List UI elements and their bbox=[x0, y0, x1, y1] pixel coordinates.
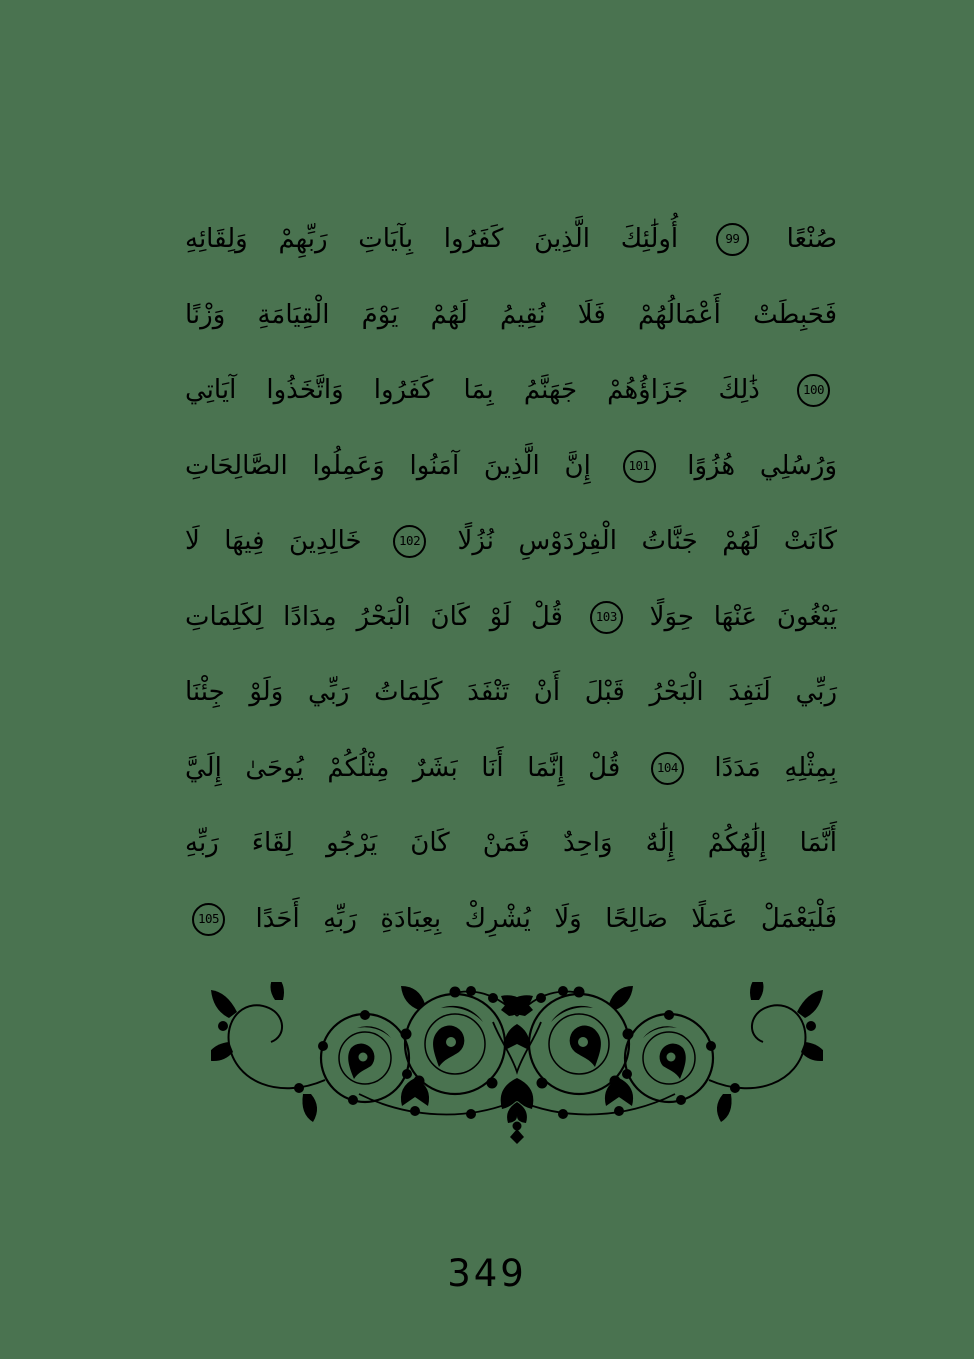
ayah-text: بِمِثْلِهِ مَدَدًا bbox=[714, 752, 837, 783]
quran-line bbox=[185, 580, 837, 656]
ayah-text: إِنَّ الَّذِينَ آمَنُوا وَعَمِلُوا الصَّالِحَاتِ bbox=[185, 450, 591, 481]
ayah-text: قُلْ إِنَّمَا أَنَا بَشَرٌ مِثْلُكُمْ يُوحَىٰ إِلَيَّ bbox=[185, 752, 621, 783]
ayah-text: قُلْ لَوْ كَانَ الْبَحْرُ مِدَادًا لِكَلِمَاتِ bbox=[185, 601, 563, 632]
verse-number-marker: 103 bbox=[590, 601, 623, 634]
ayah-text: ذَٰلِكَ جَزَاؤُهُمْ جَهَنَّمُ بِمَا كَفَرُوا وَاتَّخَذُوا آيَاتِي bbox=[185, 375, 760, 405]
ayah-text: فَلْيَعْمَلْ عَمَلًا صَالِحًا وَلَا يُشْرِكْ بِعِبَادَةِ رَبِّهِ أَحَدًا bbox=[255, 903, 838, 934]
ayah-text: يَبْغُونَ عَنْهَا حِوَلًا bbox=[649, 601, 838, 632]
quran-line bbox=[185, 353, 837, 429]
verse-number-marker: 100 bbox=[797, 374, 830, 407]
quran-line bbox=[185, 731, 837, 807]
ayah-text: رَبِّي لَنَفِدَ الْبَحْرُ قَبْلَ أَنْ تَنْفَدَ كَلِمَاتُ رَبِّي وَلَوْ جِئْنَا bbox=[185, 677, 837, 707]
ayah-text: وَرُسُلِي هُزُوًا bbox=[687, 450, 838, 481]
verse-number-marker: 104 bbox=[651, 752, 684, 785]
verse-number-marker: 99 bbox=[716, 223, 749, 256]
quran-line bbox=[185, 429, 837, 505]
quran-line bbox=[185, 504, 837, 580]
ayah-text: فَحَبِطَتْ أَعْمَالُهُمْ فَلَا نُقِيمُ لَهُمْ يَوْمَ الْقِيَامَةِ وَزْنًا bbox=[185, 299, 837, 330]
ayah-text: خَالِدِينَ فِيهَا لَا bbox=[185, 526, 362, 556]
ayah-text: كَانَتْ لَهُمْ جَنَّاتُ الْفِرْدَوْسِ نُزُلًا bbox=[457, 526, 837, 556]
page-number: 349 bbox=[447, 1252, 527, 1295]
verse-number-marker: 105 bbox=[192, 903, 225, 936]
quran-line bbox=[185, 882, 837, 958]
ayah-text: أُولَٰئِكَ الَّذِينَ كَفَرُوا بِآيَاتِ رَبِّهِمْ وَلِقَائِهِ bbox=[185, 224, 679, 254]
arabesque-ornament-graphic bbox=[211, 982, 823, 1144]
footer-ornament bbox=[211, 982, 823, 1144]
quran-text-block bbox=[185, 202, 837, 957]
quran-line bbox=[185, 278, 837, 354]
verse-number-marker: 101 bbox=[623, 450, 656, 483]
ayah-text: أَنَّمَا إِلَٰهُكُمْ إِلَٰهٌ وَاحِدٌ فَمَنْ كَانَ يَرْجُو لِقَاءَ رَبِّهِ bbox=[185, 828, 837, 858]
quran-line bbox=[185, 202, 837, 278]
quran-line bbox=[185, 655, 837, 731]
ayah-text: صُنْعًا bbox=[786, 224, 838, 254]
verse-number-marker: 102 bbox=[393, 525, 426, 558]
quran-line bbox=[185, 806, 837, 882]
